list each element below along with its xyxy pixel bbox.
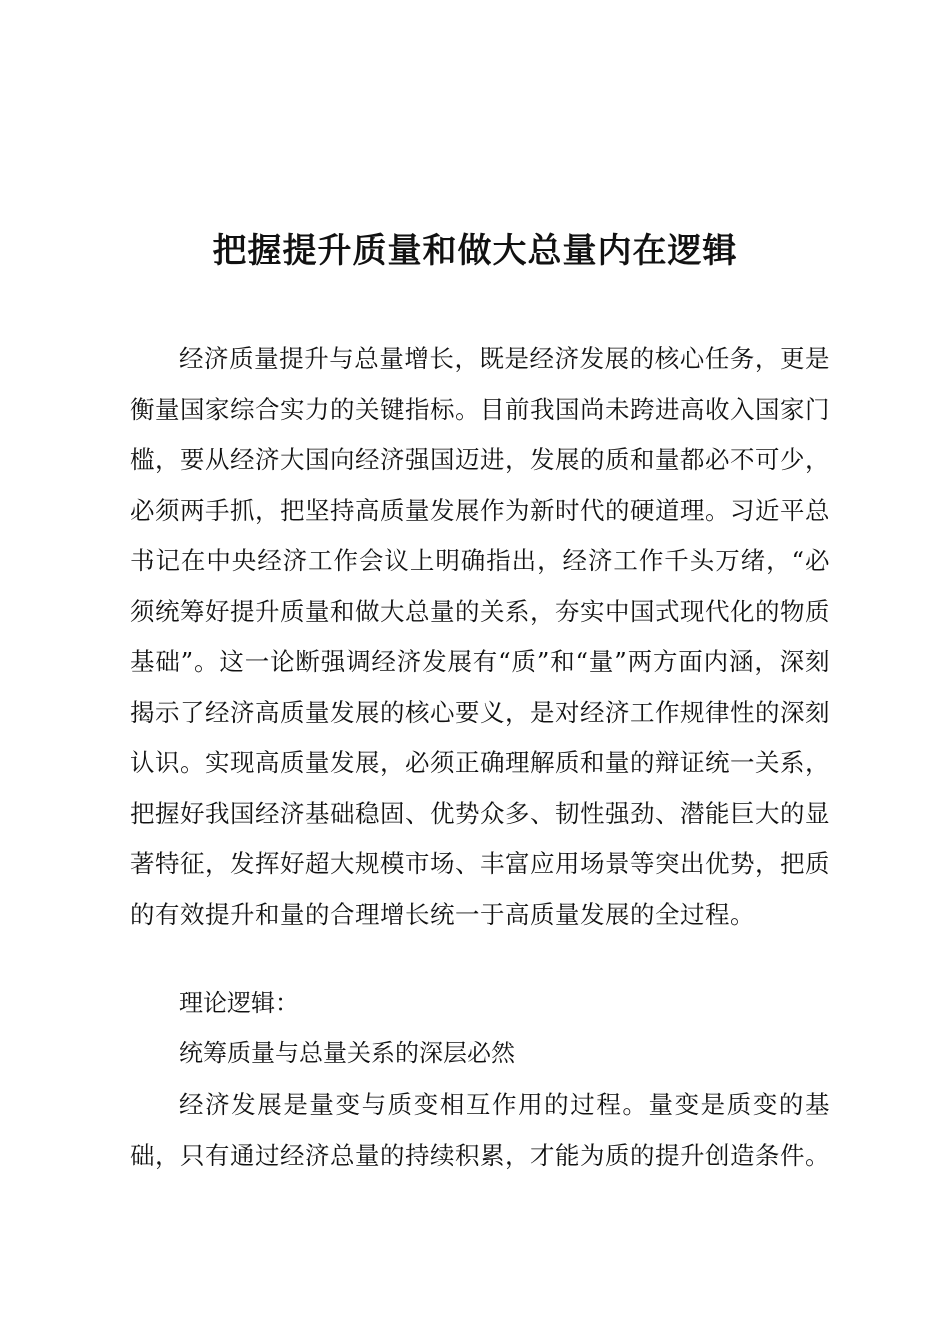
section-subheading: 统筹质量与总量关系的深层必然 — [179, 1039, 515, 1067]
section-heading: 理论逻辑： — [179, 989, 299, 1017]
body-paragraph-theory: 经济发展是量变与质变相互作用的过程。量变是质变的基础，只有通过经济总量的持续积累，才能为质的提升创造条件。 — [130, 1090, 830, 1170]
document-title: 把握提升质量和做大总量内在逻辑 — [212, 231, 738, 271]
body-paragraph-intro: 经济质量提升与总量增长，既是经济发展的核心任务，更是衡量国家综合实力的关键指标。目前我国尚未跨进高收入国家门槛，要从经济大国向经济强国迈进，发展的质和量都必不可少，必须两手抓，把坚持高质量发展作为新时代的硬道理。习近平总书记在中央经济工作会议上明确指出，经济工作千头万绪，“必须统筹好提升质量和做大总量的关系，夯实中国式现代化的物质基础”。这一论断强调经济发展有“质”和“量”两方面内涵，深刻揭示了经济高质量发展的核心要义，是对经济工作规律性的深刻认识。实现高质量发展，必须正确理解质和量的辩证统一关系，把握好我国经济基础稳固、优势众多、韧性强劲、潜能巨大的显著特征，发挥好超大规模市场、丰富应用场景等突出优势，把质的有效提升和量的合理增长统一于高质量发展的全过程。 — [130, 344, 830, 929]
